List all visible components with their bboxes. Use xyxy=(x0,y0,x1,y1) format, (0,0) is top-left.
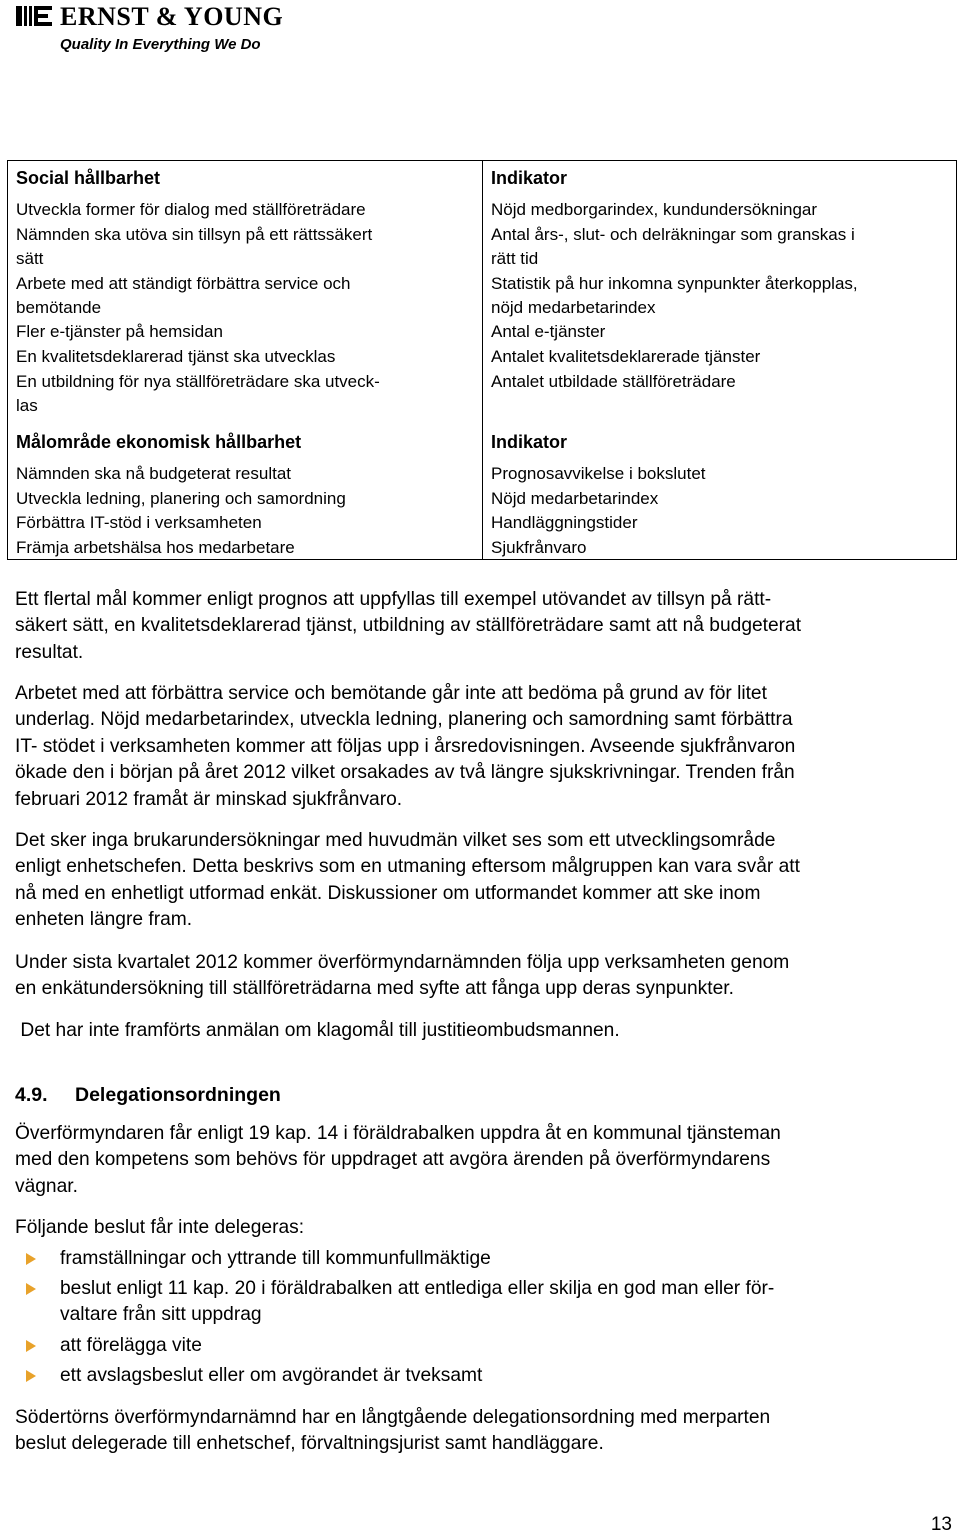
text-line: IT- stödet i verksamheten kommer att följas upp i årsredovisningen. Avseende sjukfrånvaron xyxy=(15,735,796,757)
text-line: Södertörns överförmyndarnämnd har en långtgående delegationsordning med merparten xyxy=(15,1407,771,1428)
text-line: enheten längre fram. xyxy=(15,909,193,931)
table-column-divider xyxy=(482,161,483,559)
text-line: underlag. Nöjd medarbetarindex, utveckla ledning, planering och samordning samt förbättra xyxy=(15,709,793,731)
text-line: Arbetet med att förbättra service och bemötande går inte att bedöma på grund av för litet xyxy=(15,683,767,704)
bullet-arrow-icon xyxy=(26,1370,36,1382)
text-line: säkert sätt, en kvalitetsdeklarerad tjänst, utbildning av ställföreträdare samt att nå budgeterat xyxy=(15,615,802,637)
paragraph-delegation-intro xyxy=(15,1121,950,1200)
indicator-line: Nöjd medborgarindex, kundundersökningar xyxy=(491,200,818,219)
paragraph-complaints xyxy=(15,1018,950,1044)
goal-line: En utbildning för nya ställföreträdare ska utveck- xyxy=(16,372,380,391)
goal-line: Utveckla ledning, planering och samordning xyxy=(16,489,346,508)
text-line: Det sker inga brukarundersökningar med huvudmän vilket ses som ett utvecklingsområde xyxy=(15,830,776,851)
text-line: med den kompetens som behövs för uppdraget att avgöra ärenden på överförmyndarens xyxy=(15,1149,771,1171)
goals-indicator-table xyxy=(7,160,957,560)
text-line: beslut enligt 11 kap. 20 i föräldrabalken att entlediga eller skilja en god man eller för- xyxy=(60,1278,775,1299)
goal-line: Nämnden ska utöva sin tillsyn på ett rättssäkert xyxy=(16,225,373,244)
paragraph-delegation-summary xyxy=(15,1405,950,1458)
text-line: februari 2012 framåt är minskad sjukfrånvaro. xyxy=(15,788,403,810)
paragraph-user-surveys xyxy=(15,828,950,934)
economic-sustainability-heading: Målområde ekonomisk hållbarhet xyxy=(16,432,302,452)
text-line: att förelägga vite xyxy=(60,1335,202,1356)
company-logo xyxy=(14,2,284,58)
text-line: ett avslagsbeslut eller om avgörandet är tveksamt xyxy=(60,1365,483,1386)
text-line: beslut delegerade till enhetschef, förvaltningsjurist samt handläggare. xyxy=(15,1433,604,1455)
indicator-line: Sjukfrånvaro xyxy=(491,538,587,557)
section-number: 4.9. xyxy=(15,1084,48,1106)
ey-logo-mark-icon xyxy=(14,4,54,28)
goal-line: Arbete med att ständigt förbättra service och xyxy=(16,274,351,293)
text-line: enligt enhetschefen. Detta beskrivs som en utmaning eftersom målgruppen kan vara svår att xyxy=(15,856,800,878)
text-line: resultat. xyxy=(15,641,84,663)
indicator-line: Handläggningstider xyxy=(491,513,638,532)
goal-line: Förbättra IT-stöd i verksamheten xyxy=(16,513,262,532)
section-title: Delegationsordningen xyxy=(75,1084,281,1106)
goal-line: Fler e-tjänster på hemsidan xyxy=(16,322,223,341)
text-line: framställningar och yttrande till kommunfullmäktige xyxy=(60,1248,491,1269)
indicator-line: Nöjd medarbetarindex xyxy=(491,489,659,508)
logo-company-name: ERNST & YOUNG xyxy=(60,2,284,31)
indicator-line: Statistik på hur inkomna synpunkter återkopplas, xyxy=(491,274,858,293)
indicator-line: nöjd medarbetarindex xyxy=(491,298,656,317)
indicator-line: Antal e-tjänster xyxy=(491,322,606,341)
logo-tagline: Quality In Everything We Do xyxy=(60,36,261,53)
section-heading xyxy=(15,1082,281,1108)
text-line: Under sista kvartalet 2012 kommer överförmyndarnämnden följa upp verksamheten genom xyxy=(15,952,790,973)
text-line: Följande beslut får inte delegeras: xyxy=(15,1217,305,1238)
text-line: valtare från sitt uppdrag xyxy=(60,1304,262,1326)
text-line: Ett flertal mål kommer enligt prognos att uppfyllas till exempel utövandet av tillsyn på rätt- xyxy=(15,589,772,610)
indicator-line: Prognosavvikelse i bokslutet xyxy=(491,464,706,483)
indicator-line: Antalet utbildade ställföreträdare xyxy=(491,372,736,391)
paragraph-service-assessment xyxy=(15,681,950,813)
text-line: Det har inte framförts anmälan om klagomål till justitieombudsmannen. xyxy=(15,1020,620,1041)
text-line: ökade den i början på året 2012 vilket orsakades av två längre sjukskrivningar. Trenden från xyxy=(15,762,795,784)
paragraph-follow-up xyxy=(15,950,950,1003)
paragraph-goals-fulfilled xyxy=(15,587,950,666)
bullet-arrow-icon xyxy=(26,1283,36,1295)
goal-line: Främja arbetshälsa hos medarbetare xyxy=(16,538,295,557)
goal-line: sätt xyxy=(16,249,44,268)
text-line: vägnar. xyxy=(15,1175,78,1197)
indicator-heading: Indikator xyxy=(491,432,568,452)
indicator-line: rätt tid xyxy=(491,249,539,268)
indicator-heading: Indikator xyxy=(491,168,568,188)
paragraph-not-delegable xyxy=(15,1215,950,1241)
goal-line: Utveckla former för dialog med ställföreträdare xyxy=(16,200,366,219)
bullet-arrow-icon xyxy=(26,1340,36,1352)
social-sustainability-heading: Social hållbarhet xyxy=(16,168,161,188)
goal-line: En kvalitetsdeklarerad tjänst ska utvecklas xyxy=(16,347,336,366)
goal-line: Nämnden ska nå budgeterat resultat xyxy=(16,464,292,483)
text-line: en enkätundersökning till ställföreträdarna med syfte att fånga upp deras synpunkter. xyxy=(15,978,734,1000)
indicator-line: Antal års-, slut- och delräkningar som granskas i xyxy=(491,225,855,244)
goal-line: bemötande xyxy=(16,298,102,317)
page-number: 13 xyxy=(930,1514,952,1535)
goal-line: las xyxy=(16,396,38,415)
text-line: Överförmyndaren får enligt 19 kap. 14 i föräldrabalken uppdra åt en kommunal tjänsteman xyxy=(15,1123,781,1144)
bullet-arrow-icon xyxy=(26,1253,36,1265)
text-line: nå med en enhetligt utformad enkät. Diskussioner om utformandet kommer att ske inom xyxy=(15,882,761,904)
indicator-line: Antalet kvalitetsdeklarerade tjänster xyxy=(491,347,761,366)
